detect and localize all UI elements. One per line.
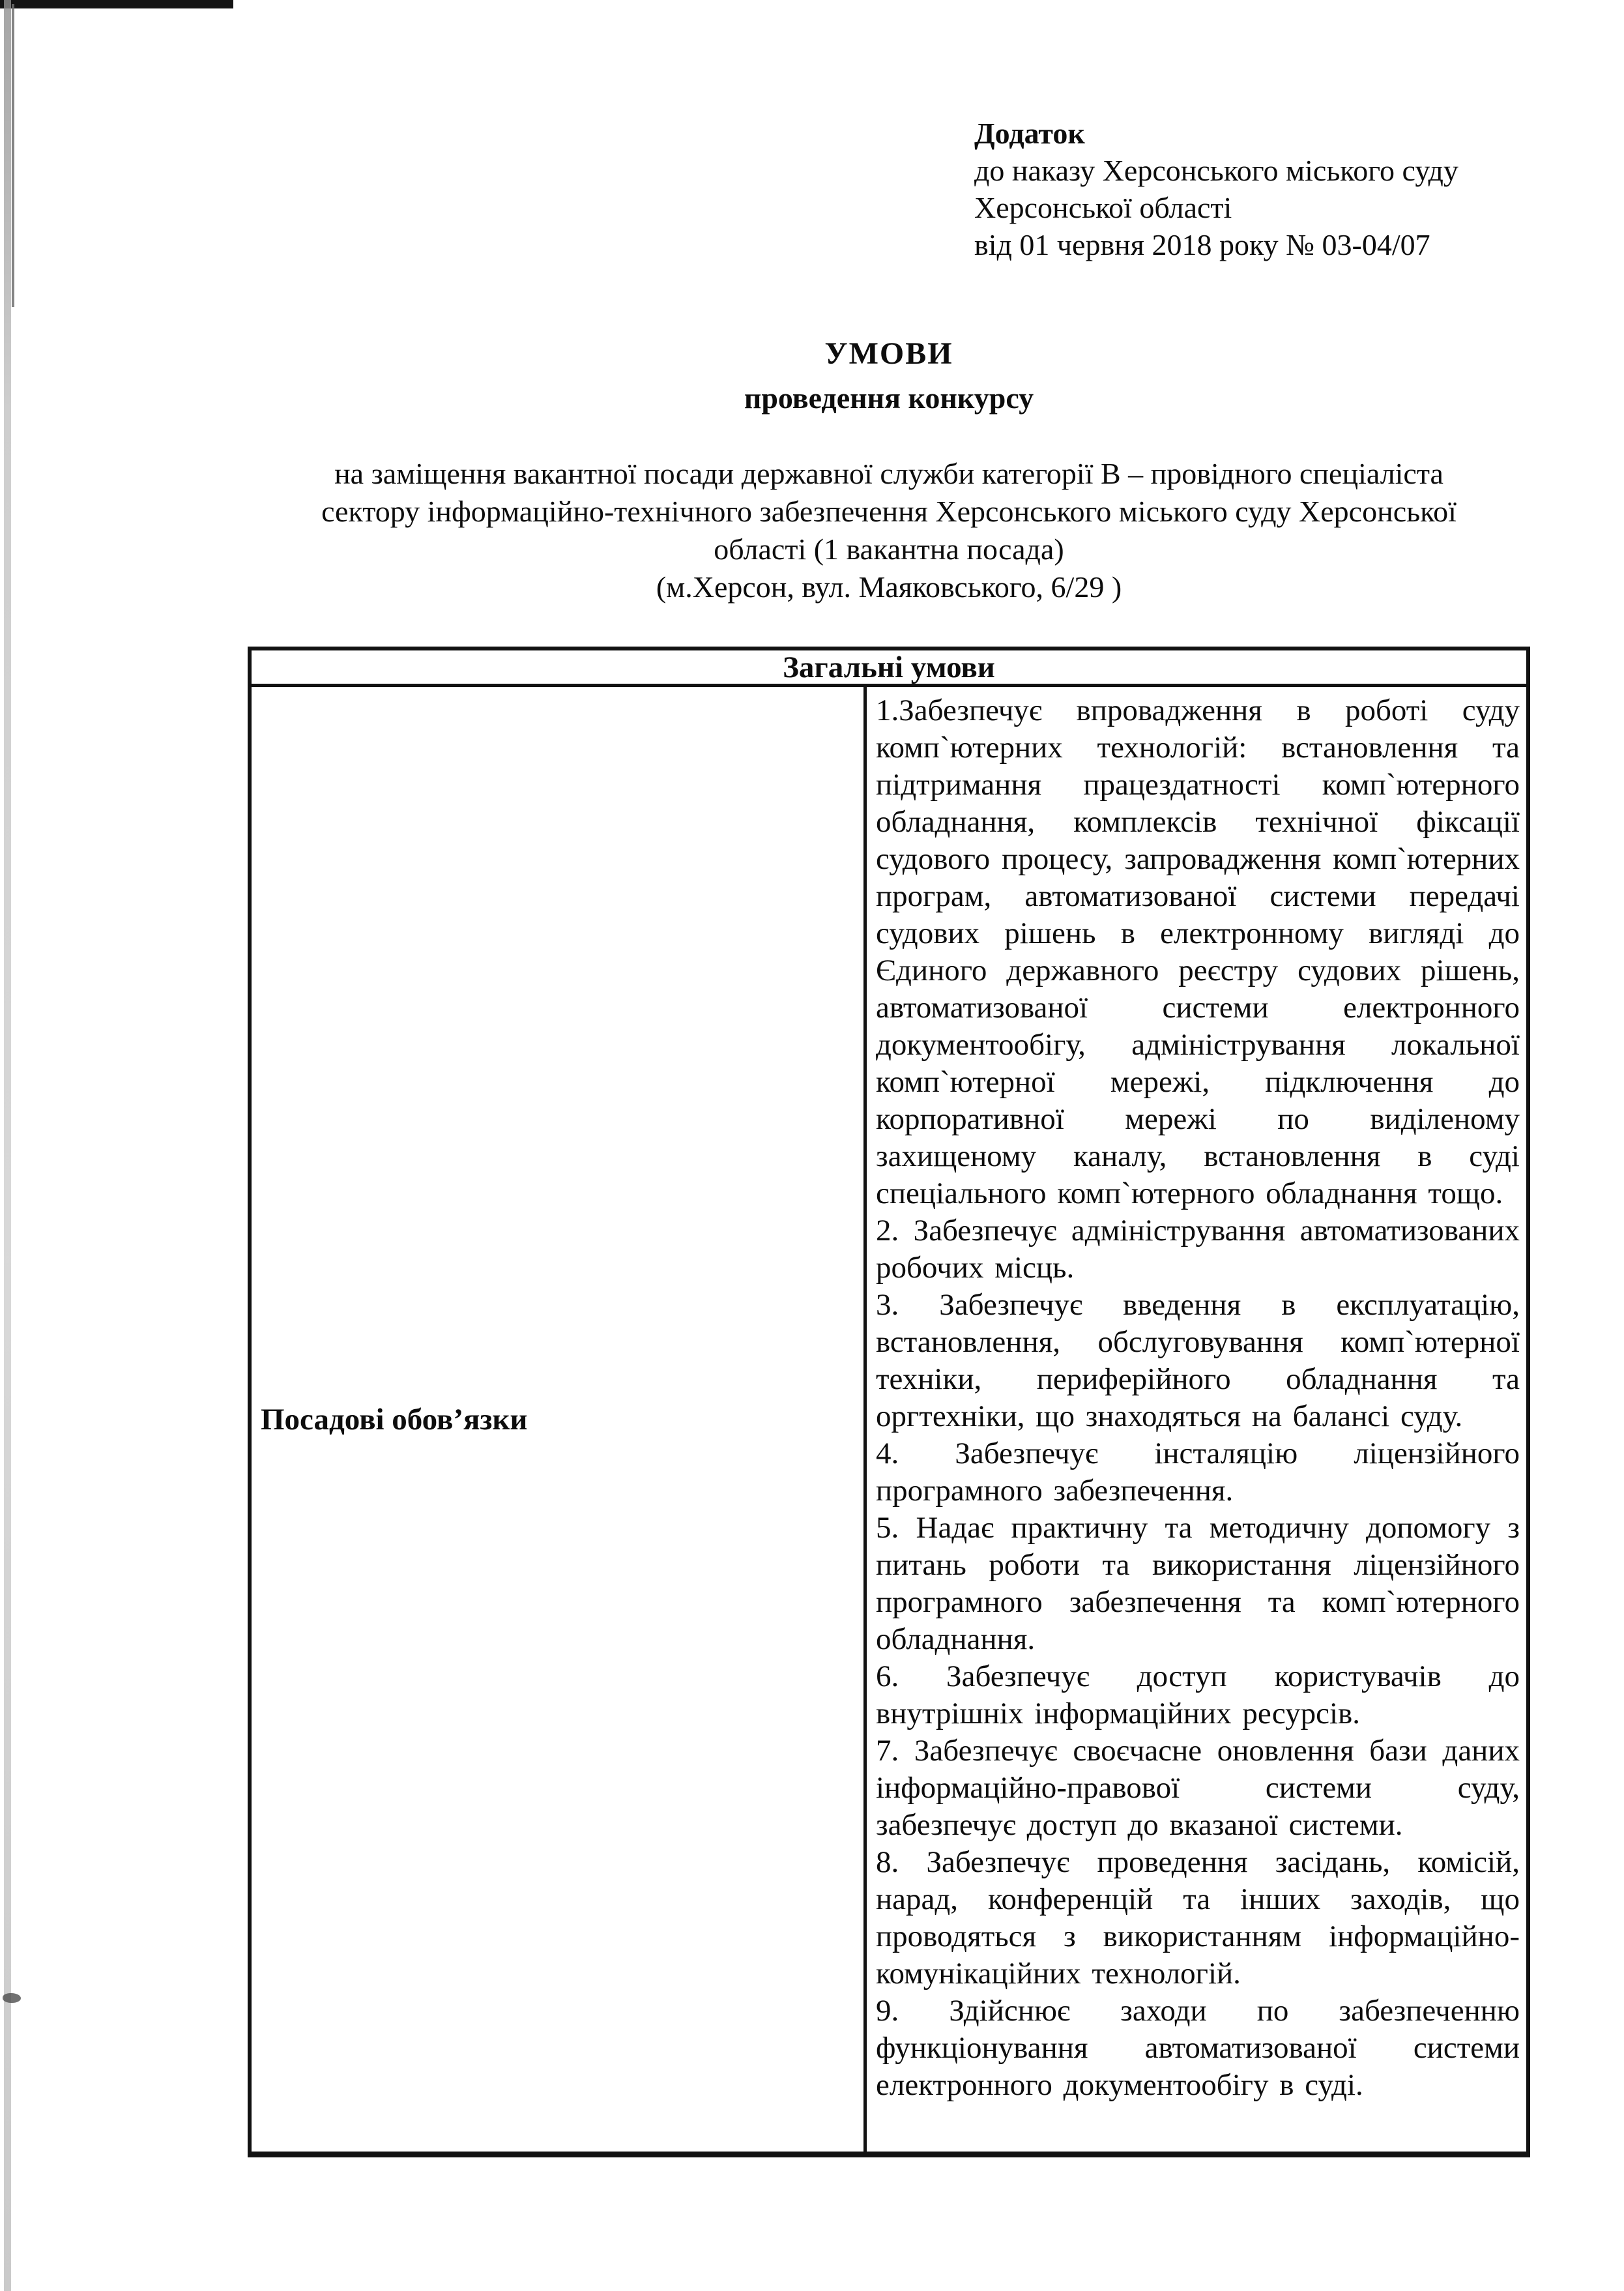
appendix-line-order: до наказу Херсонського міського суду (974, 154, 1458, 187)
appendix-line-title: Додаток (974, 117, 1085, 150)
general-conditions-table (248, 647, 1530, 2157)
duty-item-1: 1.Забезпечує впровадження в роботі суду комп`ютерних технологій: встановлення та підтримання працездатності комп`ютерного обладнання, комплексів технічної фіксації судового процесу, запровадження комп`ютерних програм, автоматизованої системи передачі судових рішень в електронному вигляді до Єдиного державного реєстру судових рішень, автоматизованої системи електронного документообігу, адміністрування локальної комп`ютерної мережі, підключення до корпоративної мережі по виділеному захищеному каналу, встановлення в суді спеціального комп`ютерного обладнання тощо. (876, 693, 1520, 1210)
scan-artifact-speck (3, 1993, 21, 2003)
cell-duties-content (867, 687, 1526, 2152)
table-header-general-conditions: Загальні умови (252, 650, 1526, 687)
appendix-line-date-number: від 01 червня 2018 року № 03-04/07 (974, 228, 1430, 261)
document-heading (248, 336, 1530, 416)
page-title: УМОВИ (824, 336, 953, 371)
duty-item-9: 9. Здійснює заходи по забезпеченню функціонування автоматизованої системи електронного документообігу в суді. (876, 1994, 1520, 2102)
duty-item-8: 8. Забезпечує проведення засідань, комісій, нарад, конференцій та інших заходів, що проводяться з використанням інформаційно-комунікаційних технологій. (876, 1845, 1520, 1991)
appendix-line-region: Херсонської області (974, 191, 1232, 224)
appendix-reference-block (974, 115, 1458, 263)
duty-item-4: 4. Забезпечує інсталяцію ліцензійного програмного забезпечення. (876, 1437, 1520, 1508)
intro-line-1: на заміщення вакантної посади державної служби категорії В – провідного спеціаліста (334, 457, 1443, 490)
duty-item-7: 7. Забезпечує своєчасне оновлення бази даних інформаційно-правової системи суду, забезпечує доступ до вказаної системи. (876, 1734, 1520, 1842)
scan-artifact-left-edge-dark (12, 4, 14, 307)
duty-item-2: 2. Забезпечує адміністрування автоматизованих робочих місць. (876, 1214, 1520, 1285)
duty-item-3: 3. Забезпечує введення в експлуатацію, встановлення, обслуговування комп`ютерної техніки, периферійного обладнання та оргтехніки, що знаходяться на балансі суду. (876, 1288, 1520, 1433)
intro-line-2: сектору інформаційно-технічного забезпечення Херсонського міського суду Херсонської (321, 495, 1457, 528)
intro-line-4: (м.Херсон, вул. Маяковського, 6/29 ) (656, 570, 1122, 604)
table-row (252, 687, 1526, 2152)
duty-item-5: 5. Надає практичну та методичну допомогу з питань роботи та використання ліцензійного програмного забезпечення та комп`ютерного обладнання. (876, 1511, 1520, 1656)
scan-artifact-left-edge (4, 0, 11, 2291)
cell-duties-label: Посадові обов’язки (252, 687, 867, 2152)
intro-paragraph (248, 455, 1530, 606)
duty-item-6: 6. Забезпечує доступ користувачів до внутрішніх інформаційних ресурсів. (876, 1659, 1520, 1730)
scan-artifact-top-bar (0, 0, 233, 8)
intro-line-3: області (1 вакантна посада) (714, 533, 1064, 566)
page-subtitle: проведення конкурсу (744, 381, 1034, 415)
